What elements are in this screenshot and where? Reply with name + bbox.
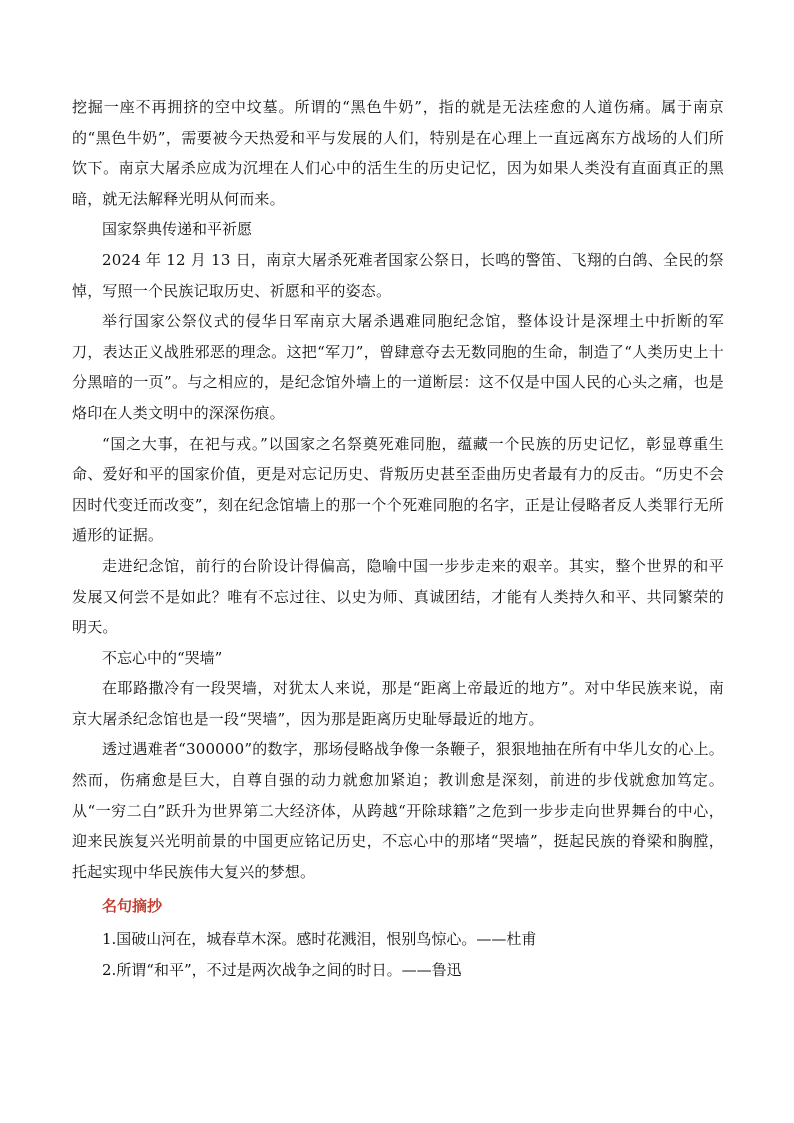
quote-2: 2.所谓“和平”，不过是两次战争之间的时日。——鲁迅 [102,960,462,979]
paragraph-3: 举行国家公祭仪式的侵华日军南京大屠杀遇难同胞纪念馆，整体设计是深埋土中折断的军刀，表达正义战胜邪恶的理念。这把“军刀”，曾肆意夺去无数同胞的生命，制造了“人类历史上十分黑暗的一页”。与之相应的，是纪念馆外墙上的一道断层：这不仅是中国人民的心头之痛，也是烙印在人类文明中的深深伤痕。 [72,312,724,422]
paragraph-5: 走进纪念馆，前行的台阶设计得偏高，隐喻中国一步步走来的艰辛。其实，整个世界的和平发展又何尝不是如此？唯有不忘过往、以史为师、真诚团结，才能有人类持久和平、共同繁荣的明天。 [72,556,724,637]
paragraph-1: 挖掘一座不再拥挤的空中坟墓。所谓的“黑色牛奶”，指的就是无法痊愈的人道伤痛。属于南京的“黑色牛奶”，需要被今天热爱和平与发展的人们，特别是在心理上一直远离东方战场的人们所饮下。南京大屠杀应成为沉埋在人们心中的活生生的历史记忆，因为如果人类没有直面真正的黑暗，就无法解释光明从何而来。 [72,98,724,208]
paragraph-7: 透过遇难者“300000”的数字，那场侵略战争像一条鞭子，狠狠地抽在所有中华儿女的心上。然而，伤痛愈是巨大，自尊自强的动力就愈加紧迫；教训愈是深刻，前进的步伐就愈加笃定。从“一穷二白”跃升为世界第二大经济体，从跨越“开除球籍”之危到一步步走向世界舞台的中心，迎来民族复兴光明前景的中国更应铭记历史，不忘心中的那堵“哭墙”，挺起民族的脊梁和胸膛，托起实现中华民族伟大复兴的梦想。 [72,740,724,881]
paragraph-2: 2024 年 12 月 13 日，南京大屠杀死难者国家公祭日，长鸣的警笛、飞翔的白鸽、全民的祭悼，写照一个民族记取历史、祈愿和平的姿态。 [72,250,724,300]
document-body [72,92,724,985]
section-heading-national-memorial: 国家祭典传递和平祈愿 [102,220,253,239]
paragraph-6: 在耶路撒冷有一段哭墙，对犹太人来说，那是“距离上帝最近的地方”。对中华民族来说，南京大屠杀纪念馆也是一段“哭墙”，因为那是距离历史耻辱最近的地方。 [72,679,724,728]
section-heading-wailing-wall: 不忘心中的“哭墙” [102,648,223,667]
quote-1: 1.国破山河在，城春草木深。感时花溅泪，恨别鸟惊心。——杜甫 [102,930,537,949]
excerpt-section-title: 名句摘抄 [102,897,163,916]
paragraph-4: “国之大事，在祀与戎。”以国家之名祭奠死难同胞，蕴藏一个民族的历史记忆，彰显尊重生命、爱好和平的国家价值，更是对忘记历史、背叛历史甚至歪曲历史者最有力的反击。“历史不会因时代变迁而改变”，刻在纪念馆墙上的那一个个死难同胞的名字，正是让侵略者反人类罪行无所遁形的证据。 [72,434,724,545]
